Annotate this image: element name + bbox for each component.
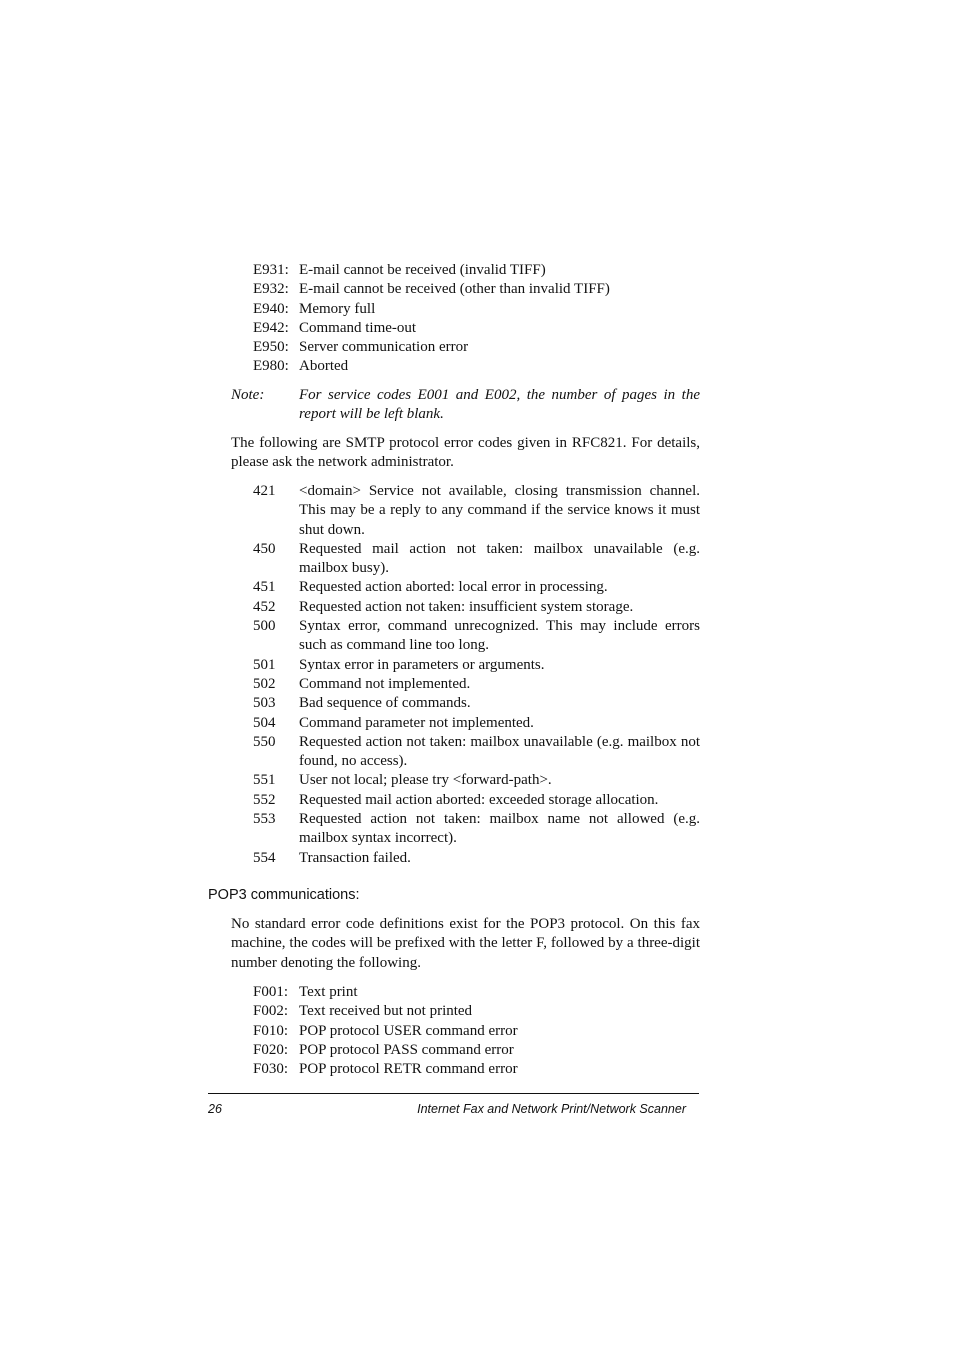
list-item: [253, 694, 700, 713]
list-item: [253, 714, 700, 733]
error-description: Command not implemented.: [299, 675, 471, 692]
error-description: Requested action not taken: mailbox name not allowed (e.g. mailbox syntax incorrect).: [299, 811, 700, 847]
error-description: User not local; please try <forward-path>.: [299, 772, 552, 789]
error-code: F002:: [253, 1003, 289, 1020]
list-item: [253, 1060, 700, 1079]
list-item: [253, 280, 700, 299]
list-item: [253, 1002, 700, 1021]
error-description: POP protocol USER command error: [299, 1022, 518, 1039]
error-code: 421: [253, 483, 276, 499]
footer-divider: [208, 1093, 699, 1094]
error-description: <domain> Service not available, closing transmission channel. This may be a reply to any command if the service knows it must shut down.: [299, 483, 700, 538]
page-number: 26: [208, 1102, 222, 1116]
email-error-list: [253, 261, 700, 377]
list-item: [253, 849, 700, 868]
error-code: F001:: [253, 984, 289, 1000]
note-block: [231, 386, 700, 425]
section-heading: POP3 communications:: [208, 887, 360, 903]
error-code: 452: [253, 598, 276, 615]
error-code: 554: [253, 849, 276, 866]
list-item: [253, 656, 700, 675]
error-description: Requested action aborted: local error in processing.: [299, 579, 608, 596]
error-description: Server communication error: [299, 339, 469, 356]
list-item: [253, 791, 700, 810]
error-description: Aborted: [299, 358, 349, 375]
error-code: F030:: [253, 1061, 289, 1078]
error-description: Command time-out: [299, 319, 417, 336]
error-code: F010:: [253, 1022, 289, 1039]
pop3-intro-paragraph: No standard error code definitions exist for the POP3 protocol. On this fax machine, the codes will be prefixed with the letter F, followed by a three-digit number denoting the following.: [231, 916, 700, 971]
error-description: Requested action not taken: insufficient system storage.: [299, 598, 634, 615]
error-code: E932:: [253, 281, 289, 298]
list-item: [253, 338, 700, 357]
error-code: 550: [253, 733, 276, 750]
error-description: Bad sequence of commands.: [299, 695, 471, 712]
list-item: [253, 771, 700, 790]
note-label: Note:: [231, 387, 265, 403]
error-description: POP protocol RETR command error: [299, 1061, 518, 1078]
list-item: [253, 675, 700, 694]
list-item: [253, 300, 700, 319]
error-description: Text received but not printed: [299, 1003, 473, 1020]
error-code: 502: [253, 675, 276, 692]
list-item: [253, 261, 700, 280]
note-text: For service codes E001 and E002, the number of pages in the report will be left blank.: [299, 387, 700, 423]
footer-title: Internet Fax and Network Print/Network Scanner: [417, 1102, 686, 1116]
smtp-error-list: [253, 482, 700, 868]
error-code: E940:: [253, 300, 289, 317]
error-description: Requested action not taken: mailbox unavailable (e.g. mailbox not found, no access).: [299, 733, 700, 770]
error-description: Requested mail action aborted: exceeded storage allocation.: [299, 791, 659, 808]
error-description: Syntax error in parameters or arguments.: [299, 656, 545, 673]
error-code: 450: [253, 540, 276, 557]
list-item: [253, 578, 700, 597]
error-code: F020:: [253, 1041, 289, 1058]
list-item: [253, 598, 700, 617]
error-code: E980:: [253, 358, 289, 375]
list-item: [253, 1022, 700, 1041]
error-description: Transaction failed.: [299, 849, 411, 866]
error-description: Requested mail action not taken: mailbox unavailable (e.g. mailbox busy).: [299, 540, 700, 577]
list-item: [253, 540, 700, 579]
error-description: POP protocol PASS command error: [299, 1041, 514, 1058]
error-description: E-mail cannot be received (other than invalid TIFF): [299, 281, 610, 298]
list-item: [253, 810, 700, 849]
smtp-intro-paragraph: The following are SMTP protocol error codes given in RFC821. For details, please ask the network administrator.: [231, 435, 700, 471]
error-code: 553: [253, 811, 276, 828]
list-item: [253, 983, 700, 1002]
error-code: 551: [253, 772, 276, 789]
error-code: E931:: [253, 262, 289, 278]
error-description: Memory full: [299, 300, 376, 317]
error-description: E-mail cannot be received (invalid TIFF): [299, 262, 546, 278]
list-item: [253, 357, 700, 376]
error-description: Command parameter not implemented.: [299, 714, 534, 731]
error-description: Text print: [299, 984, 358, 1000]
error-code: 500: [253, 618, 276, 635]
error-code: E950:: [253, 339, 289, 356]
list-item: [253, 617, 700, 656]
error-code: 451: [253, 579, 276, 596]
pop3-error-list: [253, 983, 700, 1079]
list-item: [253, 1041, 700, 1060]
error-code: 503: [253, 695, 276, 712]
error-code: E942:: [253, 319, 289, 336]
list-item: [253, 482, 700, 540]
error-code: 552: [253, 791, 276, 808]
list-item: [253, 319, 700, 338]
error-description: Syntax error, command unrecognized. This may include errors such as command line too long.: [299, 618, 700, 654]
error-code: 504: [253, 714, 276, 731]
list-item: [253, 733, 700, 772]
error-code: 501: [253, 656, 276, 673]
